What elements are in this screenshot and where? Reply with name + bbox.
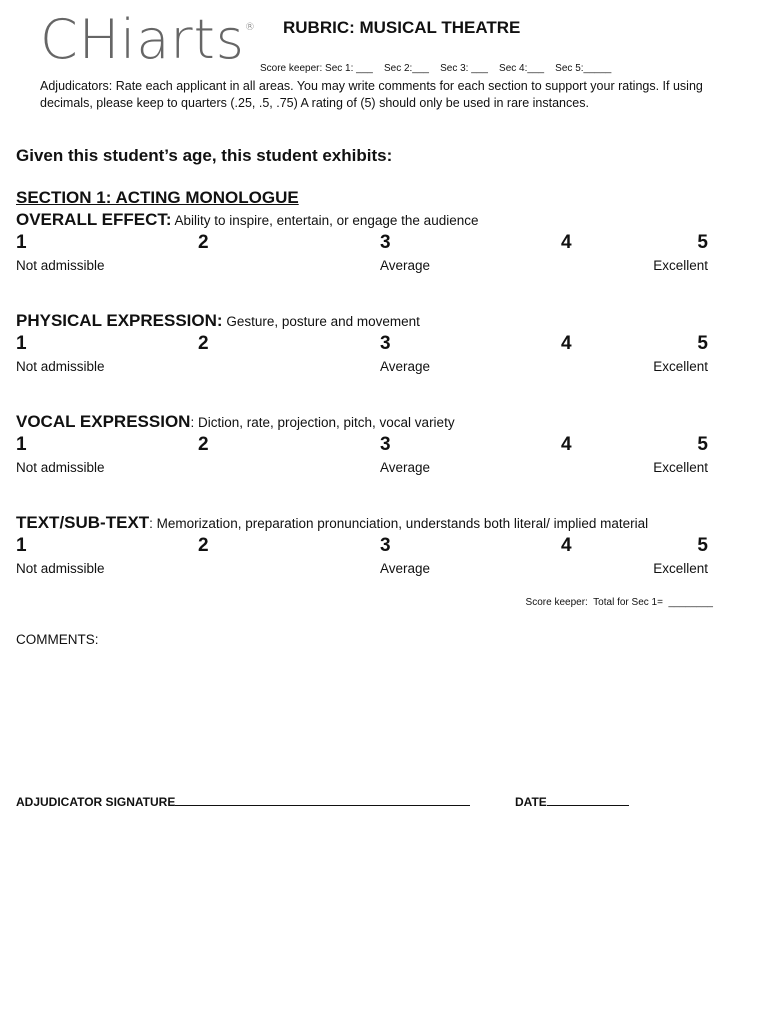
scale-mid-label: Average bbox=[380, 258, 431, 273]
scale-2: 2 bbox=[198, 333, 209, 354]
scale-high-label: Excellent bbox=[653, 561, 708, 576]
scale-high-label: Excellent bbox=[653, 359, 708, 374]
scale-2: 2 bbox=[198, 434, 209, 455]
section-total-line: Score keeper: Total for Sec 1= ________ bbox=[525, 597, 713, 608]
date-field[interactable] bbox=[515, 793, 629, 809]
scale-4: 4 bbox=[561, 434, 572, 455]
criterion-name: OVERALL EFFECT: bbox=[16, 210, 172, 229]
scale-5: 5 bbox=[697, 434, 708, 455]
chiarts-logo: CHiarts® bbox=[40, 8, 256, 71]
adjudicator-signature-field[interactable] bbox=[16, 793, 470, 809]
scale-low-label: Not admissible bbox=[16, 460, 105, 475]
criterion-text-subtext bbox=[16, 513, 756, 576]
criterion-vocal-expression bbox=[16, 412, 756, 475]
scale-4: 4 bbox=[561, 232, 572, 253]
scale-3: 3 bbox=[380, 333, 391, 354]
scale-2: 2 bbox=[198, 535, 209, 556]
signature-label: ADJUDICATOR SIGNATURE bbox=[16, 795, 176, 809]
score-keeper-sections-line: Score keeper: Sec 1: ___ Sec 2:___ Sec 3: ___ Sec 4:___ Sec 5:_____ bbox=[260, 63, 612, 74]
scale-low-label: Not admissible bbox=[16, 258, 105, 273]
scale-5: 5 bbox=[697, 535, 708, 556]
scale-high-label: Excellent bbox=[653, 460, 708, 475]
scale-3: 3 bbox=[380, 232, 391, 253]
date-line[interactable] bbox=[547, 793, 629, 806]
adjudicator-instructions: Adjudicators: Rate each applicant in all areas. You may write comments for each section to support your ratings. If using decimals, please keep to quarters (.25, .5, .75) A rating of (5) should only be used in rare instances. bbox=[40, 79, 703, 110]
signature-line[interactable] bbox=[175, 793, 470, 806]
section-title: SECTION 1: ACTING MONOLOGUE bbox=[16, 188, 299, 207]
rating-scale bbox=[16, 333, 708, 377]
criterion-name: PHYSICAL EXPRESSION: bbox=[16, 311, 223, 330]
scale-low-label: Not admissible bbox=[16, 359, 105, 374]
rating-scale bbox=[16, 232, 708, 276]
scale-3: 3 bbox=[380, 434, 391, 455]
criterion-description: Ability to inspire, entertain, or engage the audience bbox=[171, 213, 479, 228]
criterion-description: : Memorization, preparation pronunciation, understands both literal/ implied material bbox=[149, 516, 649, 531]
scale-mid-label: Average bbox=[380, 561, 431, 576]
rating-scale bbox=[16, 535, 708, 579]
rating-scale bbox=[16, 434, 708, 478]
scale-low-label: Not admissible bbox=[16, 561, 105, 576]
rating-prompt: Given this student’s age, this student exhibits: bbox=[16, 146, 393, 165]
scale-3: 3 bbox=[380, 535, 391, 556]
scale-mid-label: Average bbox=[380, 460, 431, 475]
scale-high-label: Excellent bbox=[653, 258, 708, 273]
page-title: RUBRIC: MUSICAL THEATRE bbox=[283, 18, 521, 37]
scale-4: 4 bbox=[561, 333, 572, 354]
scale-1: 1 bbox=[16, 434, 27, 455]
criterion-overall-effect bbox=[16, 210, 756, 273]
scale-5: 5 bbox=[697, 333, 708, 354]
criterion-description: Gesture, posture and movement bbox=[222, 314, 420, 329]
criterion-name: TEXT/SUB-TEXT bbox=[16, 513, 150, 532]
scale-1: 1 bbox=[16, 535, 27, 556]
scale-1: 1 bbox=[16, 232, 27, 253]
date-label: DATE bbox=[515, 795, 547, 809]
scale-5: 5 bbox=[697, 232, 708, 253]
scale-4: 4 bbox=[561, 535, 572, 556]
scale-mid-label: Average bbox=[380, 359, 431, 374]
comments-label: COMMENTS: bbox=[16, 632, 99, 647]
registered-mark: ® bbox=[244, 22, 256, 33]
criterion-name: VOCAL EXPRESSION bbox=[16, 412, 191, 431]
scale-2: 2 bbox=[198, 232, 209, 253]
criterion-physical-expression bbox=[16, 311, 756, 374]
criterion-description: : Diction, rate, projection, pitch, vocal variety bbox=[190, 415, 455, 430]
scale-1: 1 bbox=[16, 333, 27, 354]
